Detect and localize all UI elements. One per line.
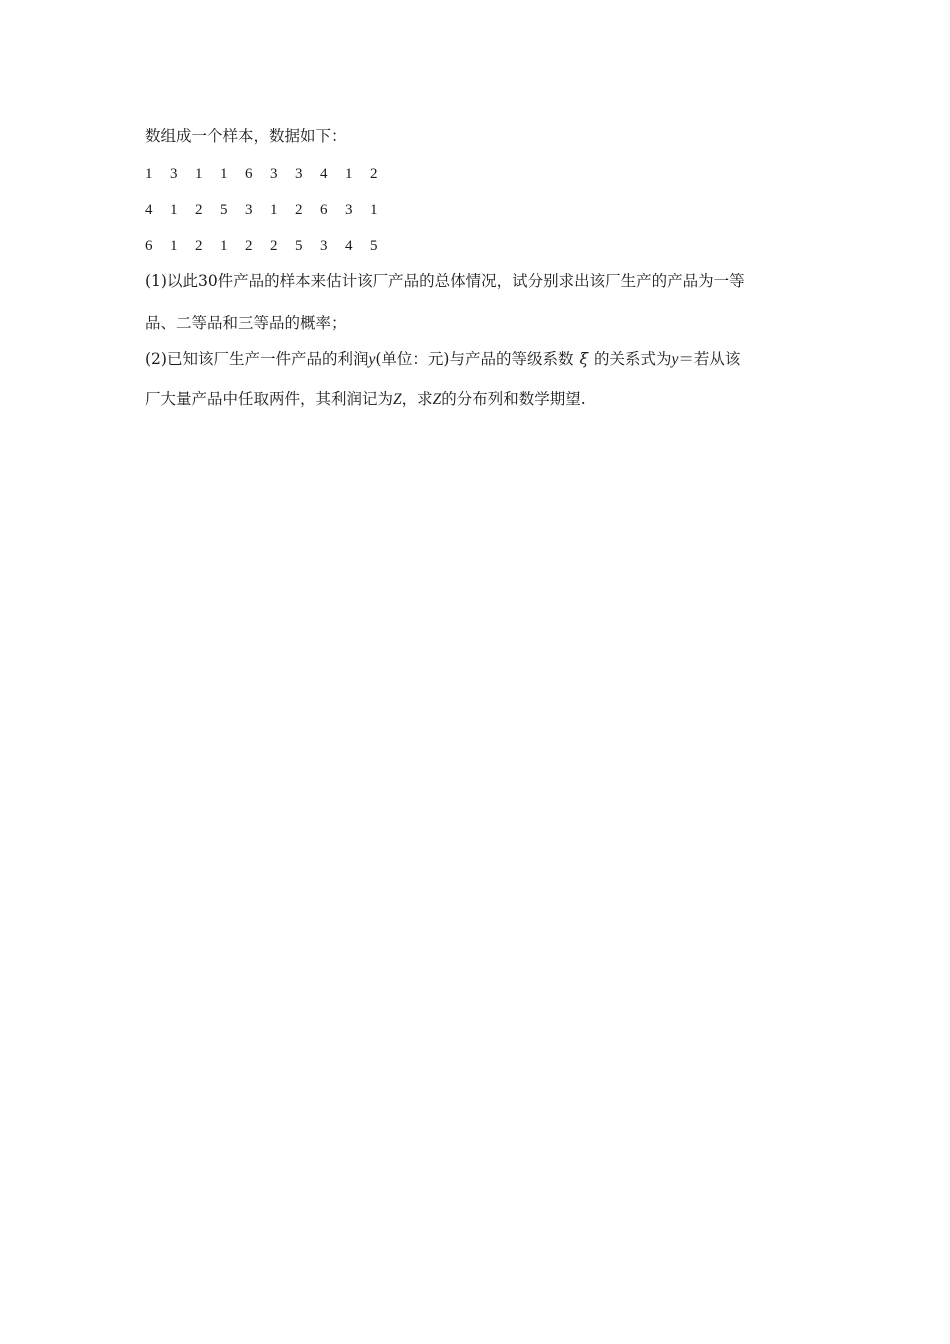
question-2-text: 的分布列和数学期望. [441, 390, 586, 408]
sample-value: 5 [370, 238, 378, 254]
sample-value: 5 [220, 202, 228, 218]
sample-value: 3 [170, 166, 178, 182]
sample-value: 6 [145, 238, 153, 254]
sample-value: 4 [345, 238, 353, 254]
sample-row-2 [145, 199, 395, 220]
variable-xi: ξ [579, 350, 589, 368]
sample-value: 6 [320, 202, 328, 218]
sample-value: 4 [145, 202, 153, 218]
sample-value: 2 [270, 238, 278, 254]
sample-value: 1 [220, 238, 228, 254]
sample-value: 1 [195, 166, 203, 182]
question-2-text: 厂大量产品中任取两件，其利润记为 [145, 390, 394, 408]
variable-z: Z [432, 391, 442, 408]
sample-value: 1 [170, 238, 178, 254]
sample-value: 1 [270, 202, 278, 218]
sample-value: 2 [370, 166, 378, 182]
question-2-text: ，求 [401, 390, 433, 408]
sample-value: 2 [295, 202, 303, 218]
sample-value: 1 [220, 166, 228, 182]
sample-value: 1 [345, 166, 353, 182]
variable-y: y [368, 351, 376, 368]
question-2-text: ＝若从该 [678, 350, 741, 368]
variable-z: Z [393, 391, 402, 408]
sample-value: 3 [295, 166, 303, 182]
variable-y: y [671, 351, 679, 368]
sample-value: 5 [295, 238, 303, 254]
sample-value: 6 [245, 166, 253, 182]
sample-value: 2 [195, 238, 203, 254]
question-2-text: 的关系式为 [594, 350, 672, 368]
sample-value: 2 [245, 238, 253, 254]
sample-value: 1 [145, 166, 153, 182]
sample-value: 1 [370, 202, 378, 218]
sample-value: 3 [245, 202, 253, 218]
sample-value: 3 [320, 238, 328, 254]
sample-value: 4 [320, 166, 328, 182]
sample-value: 1 [170, 202, 178, 218]
sample-row-3 [145, 235, 395, 256]
question-1-line-2: 品、二等品和三等品的概率； [145, 314, 347, 332]
question-1-line-1: (1)以此30件产品的样本来估计该厂产品的总体情况，试分别求出该厂生产的产品为一等 [145, 272, 745, 290]
question-2-text: (单位：元)与产品的等级系数 [375, 350, 574, 368]
question-2-line-2 [145, 389, 586, 410]
sample-value: 3 [270, 166, 278, 182]
sample-value: 3 [345, 202, 353, 218]
sample-value: 2 [195, 202, 203, 218]
sample-row-1 [145, 163, 395, 184]
intro-text: 数组成一个样本，数据如下： [145, 127, 347, 145]
question-2-line-1 [145, 349, 740, 370]
question-2-text: (2)已知该厂生产一件产品的利润 [145, 350, 369, 368]
